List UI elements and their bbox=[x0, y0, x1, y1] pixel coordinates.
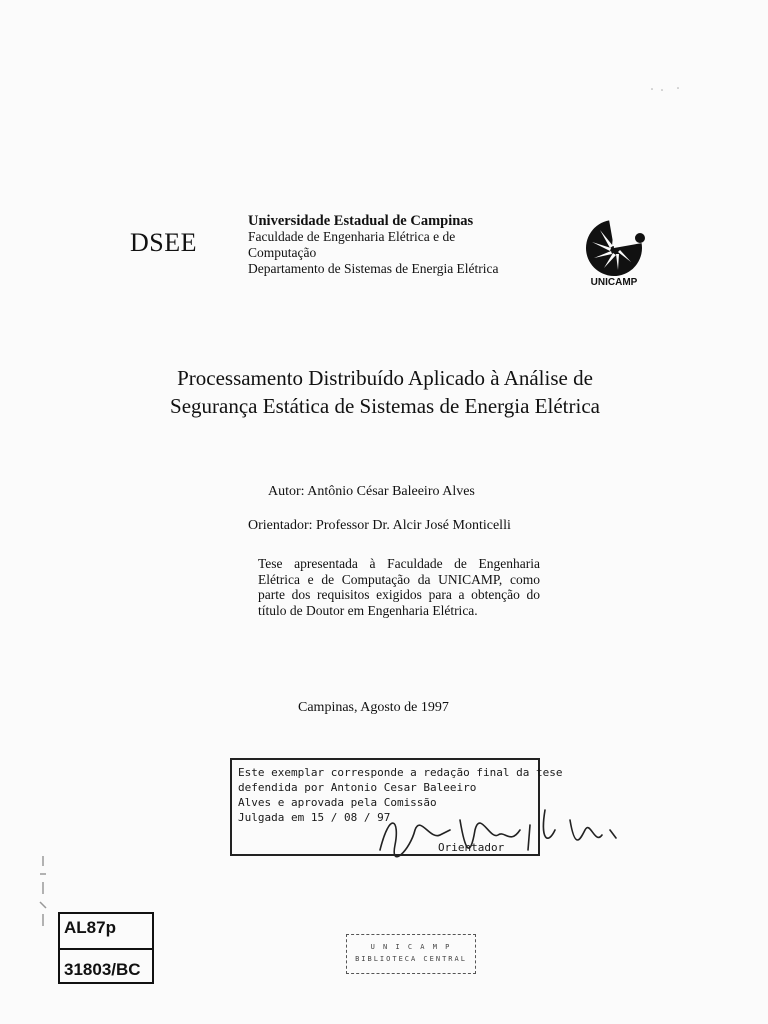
accession-number: 31803/BC bbox=[64, 960, 141, 979]
scan-artifact bbox=[648, 84, 688, 94]
thesis-title bbox=[100, 364, 670, 420]
stamp-judged-date: 15 / 08 / 97 bbox=[310, 811, 391, 824]
library-call-number-label bbox=[58, 912, 154, 984]
stamp-line-1: Este exemplar corresponde a redação final da tese bbox=[238, 766, 563, 779]
library-stamp-line-1: U N I C A M P bbox=[370, 943, 452, 951]
unicamp-logo bbox=[576, 212, 652, 288]
institution-block bbox=[248, 213, 548, 277]
thesis-description: Tese apresentada à Faculdade de Engenharia Elétrica e de Computação da UNICAMP, como parte dos requisitos exigidos para a obtenção do título de Doutor em Engenharia Elétrica. bbox=[258, 556, 540, 618]
side-margin-mark bbox=[36, 852, 50, 932]
advisor-label: Orientador: bbox=[248, 518, 313, 533]
stamp-line-3: Alves e aprovada pela Comissão bbox=[238, 796, 437, 809]
author-label: Autor: bbox=[268, 484, 305, 499]
advisor-line bbox=[248, 518, 511, 534]
author-line bbox=[268, 484, 475, 500]
faculty-line-2: Computação bbox=[248, 245, 317, 260]
faculty-line-1: Faculdade de Engenharia Elétrica e de bbox=[248, 229, 456, 244]
title-line-2: Segurança Estática de Sistemas de Energia Elétrica bbox=[170, 394, 600, 418]
library-stamp-line-2: BIBLIOTECA CENTRAL bbox=[355, 955, 467, 963]
dept-abbreviation: DSEE bbox=[130, 228, 197, 257]
library-stamp bbox=[346, 934, 476, 974]
handwritten-signature bbox=[370, 790, 640, 870]
place-and-date: Campinas, Agosto de 1997 bbox=[298, 700, 449, 715]
stamp-orientador-label: Orientador bbox=[438, 841, 505, 854]
university-name: Universidade Estadual de Campinas bbox=[248, 213, 474, 229]
title-line-1: Processamento Distribuído Aplicado à Análise de bbox=[177, 366, 593, 390]
department-name: Departamento de Sistemas de Energia Elétrica bbox=[248, 261, 499, 276]
label-divider bbox=[60, 948, 152, 950]
stamp-line-2: defendida por Antonio Cesar Baleeiro bbox=[238, 781, 477, 794]
unicamp-logo-text: UNICAMP bbox=[590, 277, 638, 288]
author-name: Antônio César Baleeiro Alves bbox=[307, 484, 475, 499]
call-number-code: AL87p bbox=[64, 918, 116, 937]
stamp-judged-label: Julgada em bbox=[238, 811, 305, 824]
advisor-name: Professor Dr. Alcir José Monticelli bbox=[316, 518, 511, 533]
